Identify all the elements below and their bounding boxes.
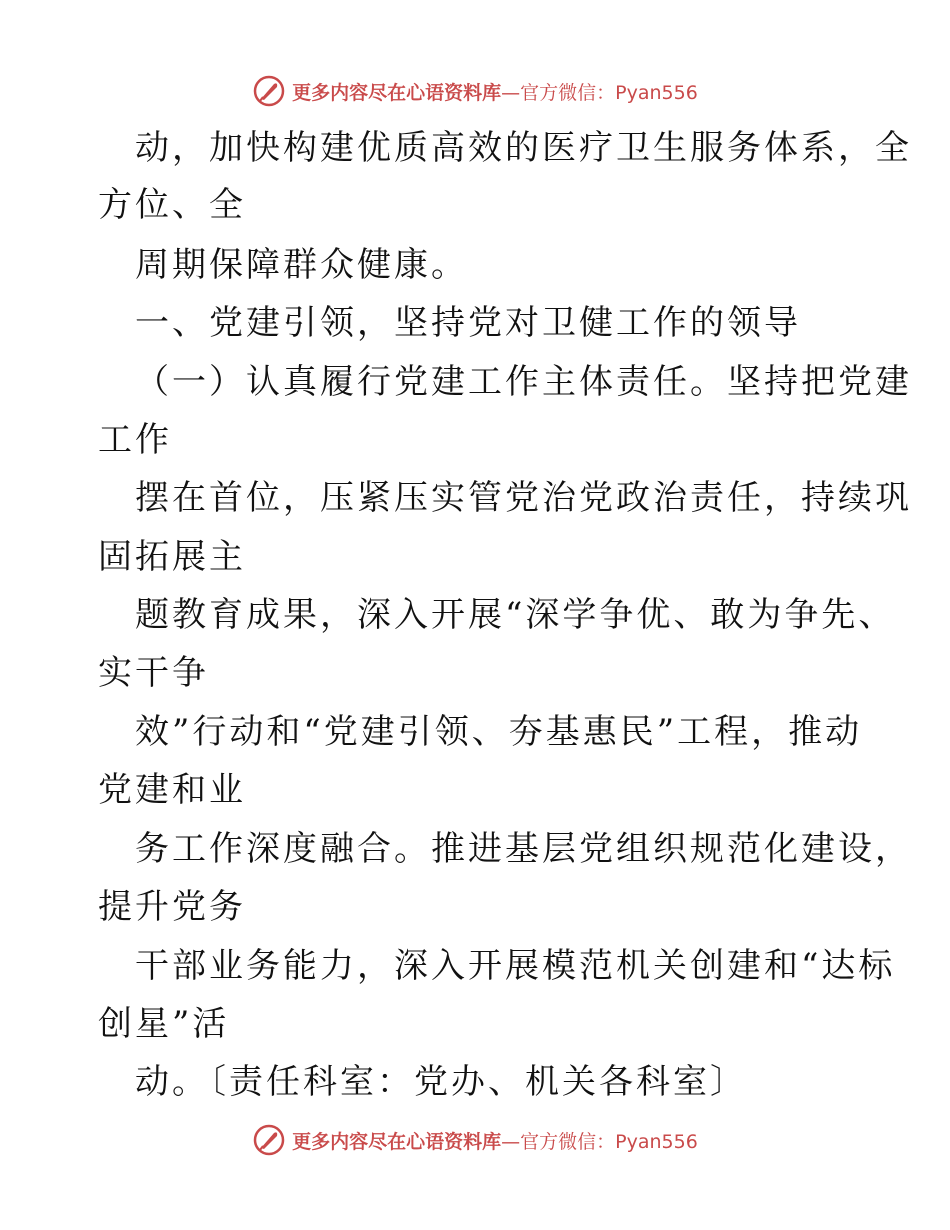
body-line: 方位、全 bbox=[98, 185, 246, 225]
banner-wechat-text: 官方微信：Pyan556 bbox=[520, 1130, 698, 1153]
body-line: 创星”活 bbox=[98, 1004, 230, 1044]
body-line: 提升党务 bbox=[98, 887, 246, 927]
header-banner bbox=[0, 71, 950, 111]
quill-pen-logo-icon bbox=[252, 74, 286, 108]
section-heading: 一、党建引领，坚持党对卫健工作的领导 bbox=[135, 303, 801, 343]
body-line: 务工作深度融合。推进基层党组织规范化建设， bbox=[135, 829, 912, 869]
subsection-heading: （一）认真履行党建工作主体责任。坚持把党建 bbox=[135, 362, 912, 402]
body-line: 党建和业 bbox=[98, 770, 246, 810]
banner-main-text: 更多内容尽在心语资料库 bbox=[292, 1130, 502, 1153]
body-line: 实干争 bbox=[98, 653, 209, 693]
body-line: 工作 bbox=[98, 420, 172, 460]
footer-banner bbox=[0, 1120, 950, 1160]
body-line: 效”行动和“党建引领、夯基惠民”工程，推动 bbox=[135, 712, 863, 752]
body-line: 动，加快构建优质高效的医疗卫生服务体系，全 bbox=[135, 128, 912, 168]
body-line: 固拓展主 bbox=[98, 537, 246, 577]
body-line: 动。〔责任科室：党办、机关各科室〕 bbox=[135, 1062, 747, 1102]
banner-text bbox=[292, 78, 698, 105]
body-line: 题教育成果，深入开展“深学争优、敢为争先、 bbox=[135, 595, 896, 635]
body-line: 干部业务能力，深入开展模范机关创建和“达标 bbox=[135, 946, 896, 986]
body-line: 周期保障群众健康。 bbox=[135, 245, 468, 285]
banner-separator: — bbox=[501, 81, 521, 104]
body-line: 摆在首位，压紧压实管党治党政治责任，持续巩 bbox=[135, 478, 912, 518]
banner-text bbox=[292, 1127, 698, 1154]
banner-wechat-text: 官方微信：Pyan556 bbox=[520, 81, 698, 104]
banner-separator: — bbox=[501, 1130, 521, 1153]
quill-pen-logo-icon bbox=[252, 1123, 286, 1157]
banner-main-text: 更多内容尽在心语资料库 bbox=[292, 81, 502, 104]
